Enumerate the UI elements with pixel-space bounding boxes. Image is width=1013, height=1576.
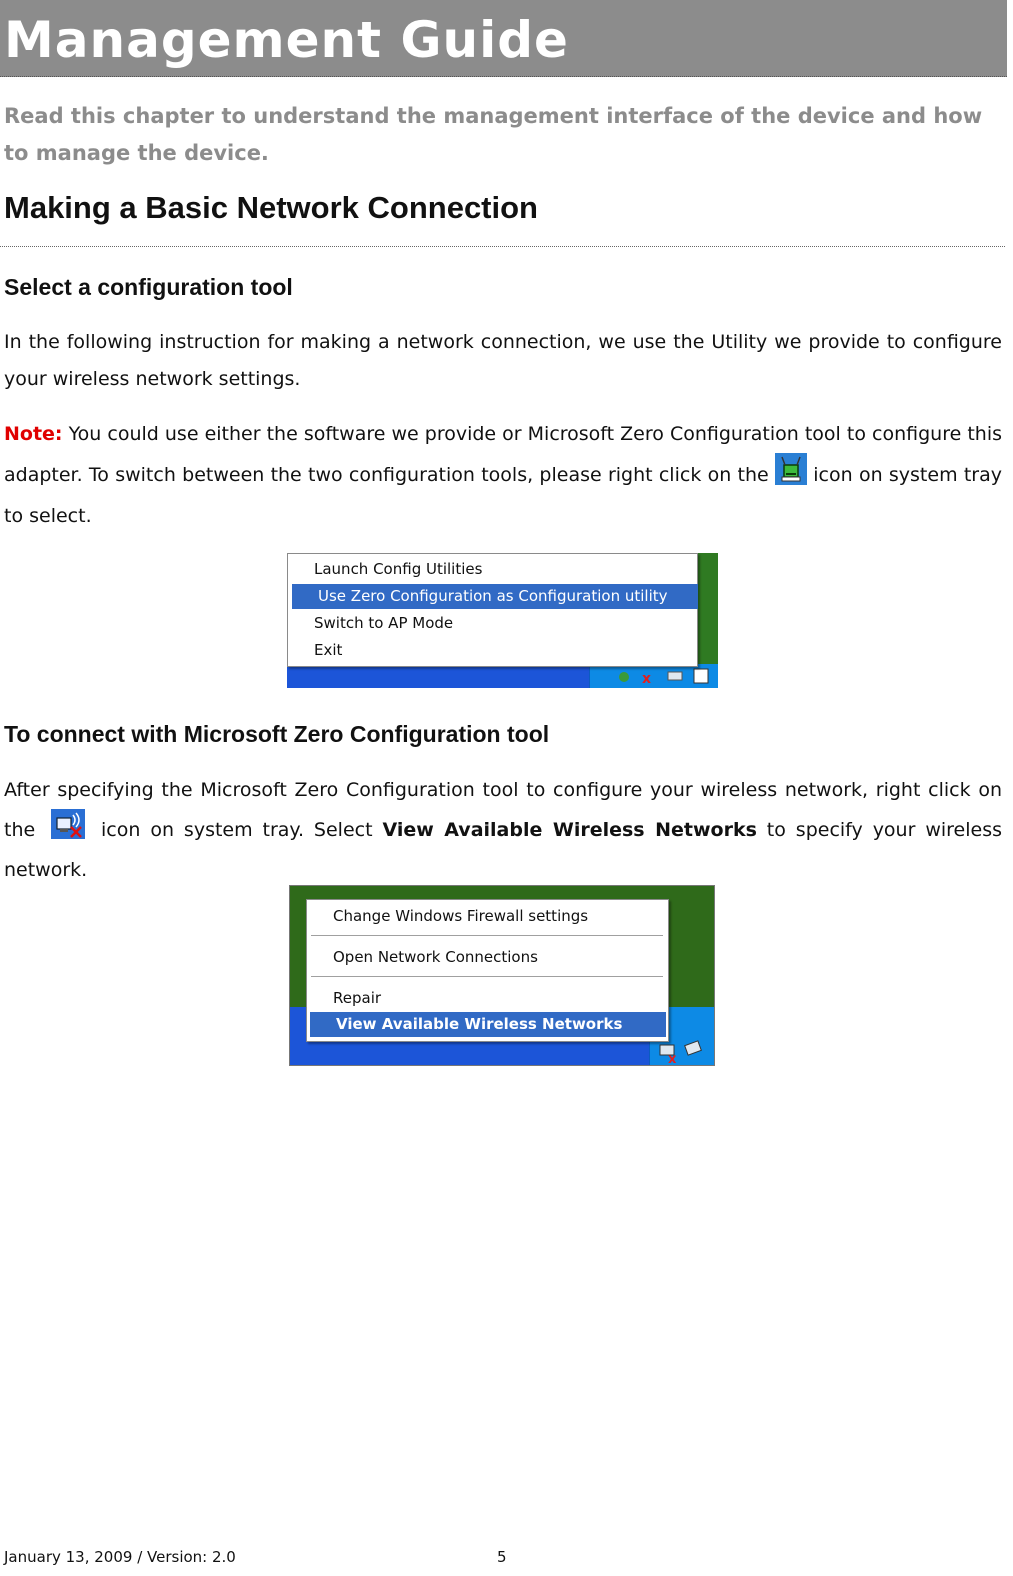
tray-icons [590,664,718,688]
menu-item-change-firewall-settings[interactable]: Change Windows Firewall settings [333,907,589,925]
note-label: Note: [4,423,63,445]
section-divider [0,246,1005,247]
chapter-intro: Read this chapter to understand the management interface of the device and how to manage the device. [4,104,983,165]
utility-context-menu [287,553,698,667]
utility-menu-screenshot [287,553,718,688]
zero-config-paragraph [4,772,1002,889]
menu-item-repair[interactable]: Repair [333,989,382,1007]
menu-item-open-network-connections[interactable]: Open Network Connections [333,948,538,966]
footer-date-version: January 13, 2009 / Version: 2.0 [4,1548,236,1566]
menu-separator [311,935,663,936]
note-paragraph [4,416,1002,535]
menu-item-view-available-wireless-networks[interactable]: View Available Wireless Networks [310,1012,666,1037]
svg-text:x: x [668,1052,677,1065]
wireless-disconnected-icon [51,809,85,852]
subsection-title-zero-config: To connect with Microsoft Zero Configuration tool [4,721,550,747]
note-text-1: You could use either the software we provide or Microsoft Zero Configuration tool to configure this adapter. To switch between the two configuration tools, please right click on the [4,423,1002,486]
zero-config-text-3: to specify your wireless network. [4,819,1002,881]
menu-item-switch-to-ap-mode[interactable]: Switch to AP Mode [314,614,454,632]
system-tray [589,664,718,688]
subsection-title-select-tool: Select a configuration tool [4,274,293,300]
zero-config-text-2: icon on system tray. Select [91,819,383,841]
network-context-menu [306,899,669,1042]
section-title: Making a Basic Network Connection [4,190,538,225]
chapter-header-bar [0,0,1007,77]
menu-item-launch-config-utilities[interactable]: Launch Config Utilities [314,560,483,578]
zero-config-bold-option: View Available Wireless Networks [382,819,757,841]
menu-item-exit[interactable]: Exit [314,641,343,659]
chapter-title: Management Guide [4,11,569,69]
menu-separator [311,976,663,977]
zero-config-text-1: After specifying the Microsoft Zero Configuration tool to configure your wireless network, right click on the [4,779,1002,841]
footer-page-number: 5 [497,1548,507,1566]
menu-item-use-zero-configuration[interactable]: Use Zero Configuration as Configuration utility [292,584,698,609]
svg-text:x: x [642,671,652,687]
note-text-2: icon on system tray to select. [4,464,1002,527]
wireless-utility-tray-icon [775,453,807,498]
network-menu-screenshot [289,885,715,1066]
select-tool-paragraph: In the following instruction for making a network connection, we use the Utility we provide to configure your wireless network settings. [4,331,1002,390]
